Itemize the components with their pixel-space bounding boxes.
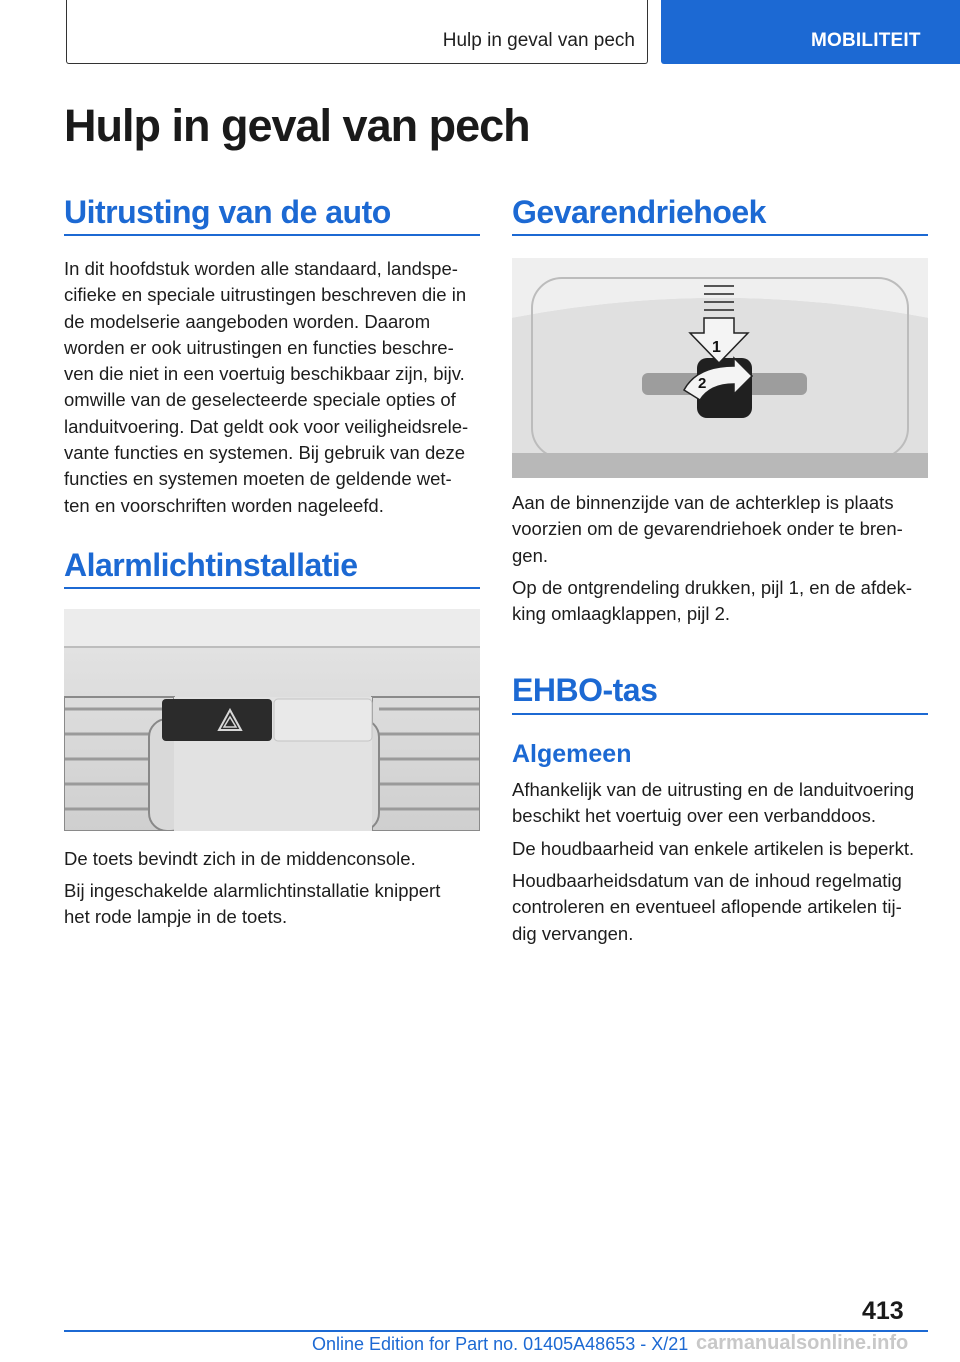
section-title-triangle: Gevarendriehoek — [512, 194, 766, 230]
triangle-unlock-text: Op de ontgrendeling drukken, pijl 1, en de afdek- king omlaagklappen, pijl 2. — [512, 577, 913, 625]
arrow-2-label: 2 — [698, 375, 707, 392]
section-rule — [512, 234, 928, 236]
section-title-hazard: Alarmlichtinstallatie — [64, 547, 358, 583]
section-title-equipment: Uitrusting van de auto — [64, 194, 391, 230]
chapter-tab[interactable] — [661, 0, 960, 64]
watermark: carmanualsonline.info — [696, 1332, 909, 1354]
section-rule — [512, 713, 928, 715]
triangle-storage-text: Aan de binnenzijde van de achterklep is plaats voorzien om de gevarendriehoek onder te bren- gen. — [512, 492, 903, 566]
hazard-location-text: De toets bevindt zich in de middenconsole. — [64, 848, 416, 869]
first-aid-kit-text: Afhankelijk van de uitrusting en de landuitvoering beschikt het voertuig over een verbanddoos. — [512, 779, 915, 827]
arrow-1-label: 1 — [712, 339, 721, 356]
section-rule — [64, 587, 480, 589]
header-section-box — [66, 0, 648, 64]
first-aid-check-text: Houdbaarheidsdatum van de inhoud regelmatig controleren en eventueel aflopende artikelen tij- dig vervangen. — [512, 870, 902, 944]
warning-triangle-figure — [512, 258, 928, 478]
section-rule — [64, 234, 480, 236]
section-title-first-aid: EHBO-tas — [512, 672, 658, 708]
hazard-switch-figure — [64, 609, 480, 831]
equipment-body: In dit hoofdstuk worden alle standaard, landspe- cifieke en speciale uitrustingen beschreven die in de modelserie aangeboden worden. Daarom worden er ook uitrustingen en functies beschre- ven die niet in een voertuig beschikbaar zijn, bijv. omwille van de geselecteerde speciale opties of landuitvoering. Dat geldt ook voor veiligheidsrele- vante functies en systemen. Bij gebruik van deze functies en systemen moeten de geldende wet- ten en voorschriften worden nageleefd. — [64, 258, 469, 516]
hazard-blink-text: Bij ingeschakelde alarmlichtinstallatie knippert het rode lampje in de toets. — [64, 880, 441, 928]
chapter-tab-label: MOBILITEIT — [811, 30, 921, 51]
header-section-title: Hulp in geval van pech — [442, 30, 635, 51]
first-aid-shelf-life-text: De houdbaarheid van enkele artikelen is beperkt. — [512, 838, 915, 859]
page-number: 413 — [862, 1297, 904, 1325]
subsection-title-general: Algemeen — [512, 740, 632, 768]
page-title: Hulp in geval van pech — [64, 100, 530, 151]
footer-edition: Online Edition for Part no. 01405A48653 - X/21 — [312, 1334, 689, 1354]
